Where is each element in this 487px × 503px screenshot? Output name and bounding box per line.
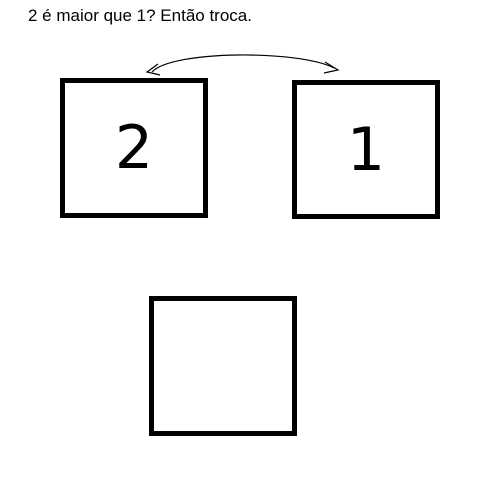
question-caption: 2 é maior que 1? Então troca. bbox=[28, 6, 252, 25]
left-box-value: 2 bbox=[114, 113, 154, 183]
right-box-value: 1 bbox=[346, 114, 386, 185]
left-box bbox=[60, 78, 208, 218]
swap-arrow-head-left bbox=[147, 64, 160, 75]
swap-arrow-curve bbox=[152, 55, 334, 72]
right-box bbox=[292, 80, 440, 219]
swap-arrow-head-right bbox=[324, 62, 338, 73]
temp-box bbox=[149, 296, 297, 436]
